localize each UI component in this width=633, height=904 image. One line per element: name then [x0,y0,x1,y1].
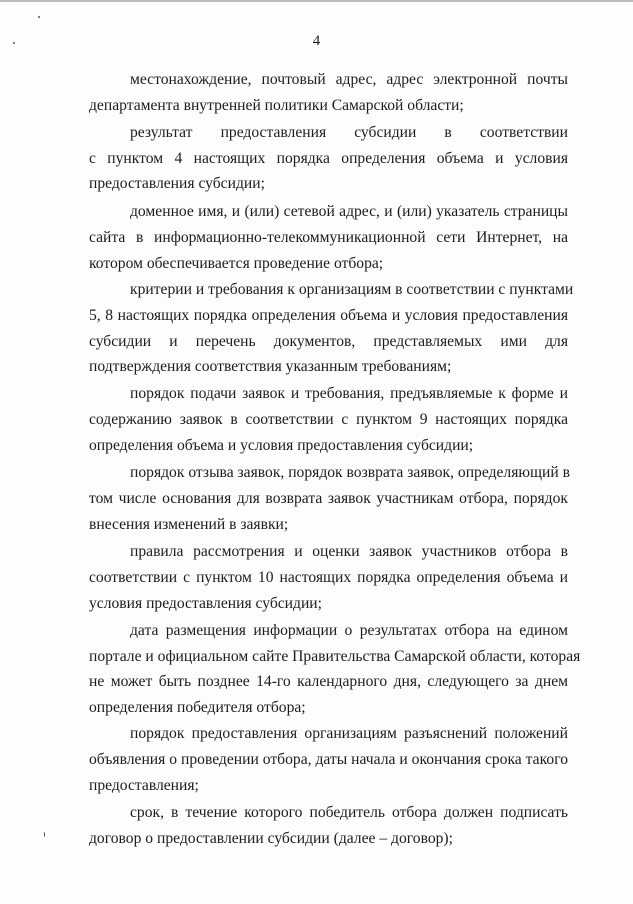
paragraph-line: условия предоставления субсидии; [89,595,322,612]
paragraph-line: 5, 8 настоящих порядка определения объема и условия предоставления [89,307,568,324]
paragraph-line: содержанию заявок в соответствии с пунктом 9 настоящих порядка [89,411,568,428]
paragraph-line: объявления о проведении отбора, даты начала и окончания срока такого [89,751,568,768]
paragraph-line: соответствии с пунктом 10 настоящих порядка определения объема и [89,569,568,586]
paragraph-line: портале и официальном сайте Правительства Самарской области, которая [89,648,581,665]
paragraph-line: определения победителя отбора; [89,699,306,716]
paragraph-line: внесения изменений в заявки; [89,516,289,533]
paragraph-line: порядок отзыва заявок, порядок возврата заявок, определяющий в [130,464,570,481]
scan-top-edge [0,0,633,2]
paragraph-line: правила рассмотрения и оценки заявок участников отбора в [130,543,568,560]
paragraph-line: порядок предоставления организациям разъяснений положений [130,725,568,742]
paragraph-line: доменное имя, и (или) сетевой адрес, и (или) указатель страницы [130,203,568,220]
paragraph-line: том числе основания для возврата заявок участникам отбора, порядок [89,490,568,507]
paragraph-line: с пунктом 4 настоящих порядка определения объема и условия [89,150,568,167]
paragraph-line: срок, в течение которого победитель отбора должен подписать [130,804,568,821]
paragraph-line: результат предоставления субсидии в соответствии [130,124,568,141]
paragraph-line: субсидии и перечень документов, представляемых ими для [89,333,568,350]
scan-speck [44,832,45,837]
paragraph-line: котором обеспечивается проведение отбора; [89,255,384,272]
paragraph-line: подтверждения соответствия указанным требованиям; [89,358,452,375]
paragraph-line: критерии и требования к организациям в соответствии с пунктами [130,281,574,298]
paragraph-line: дата размещения информации о результатах отбора на едином [130,622,568,639]
paragraph-line: предоставления; [89,777,199,794]
paragraph-line: местонахождение, почтовый адрес, адрес электронной почты [130,71,568,88]
paragraph-line: не может быть позднее 14-го календарного дня, следующего за днем [89,673,568,690]
page-number: 4 [312,33,321,49]
paragraph-line: договор о предоставлении субсидии (далее – договор); [89,830,453,847]
paragraph-line: сайта в информационно-телекоммуникационной сети Интернет, на [89,229,568,246]
paragraph-line: предоставления субсидии; [89,175,265,192]
scan-speck [38,16,40,18]
paragraph-line: порядок подачи заявок и требования, предъявляемые к форме и [130,385,568,402]
paragraph-line: департамента внутренней политики Самарской области; [89,97,464,114]
paragraph-line: определения объема и условия предоставления субсидии; [89,437,474,454]
